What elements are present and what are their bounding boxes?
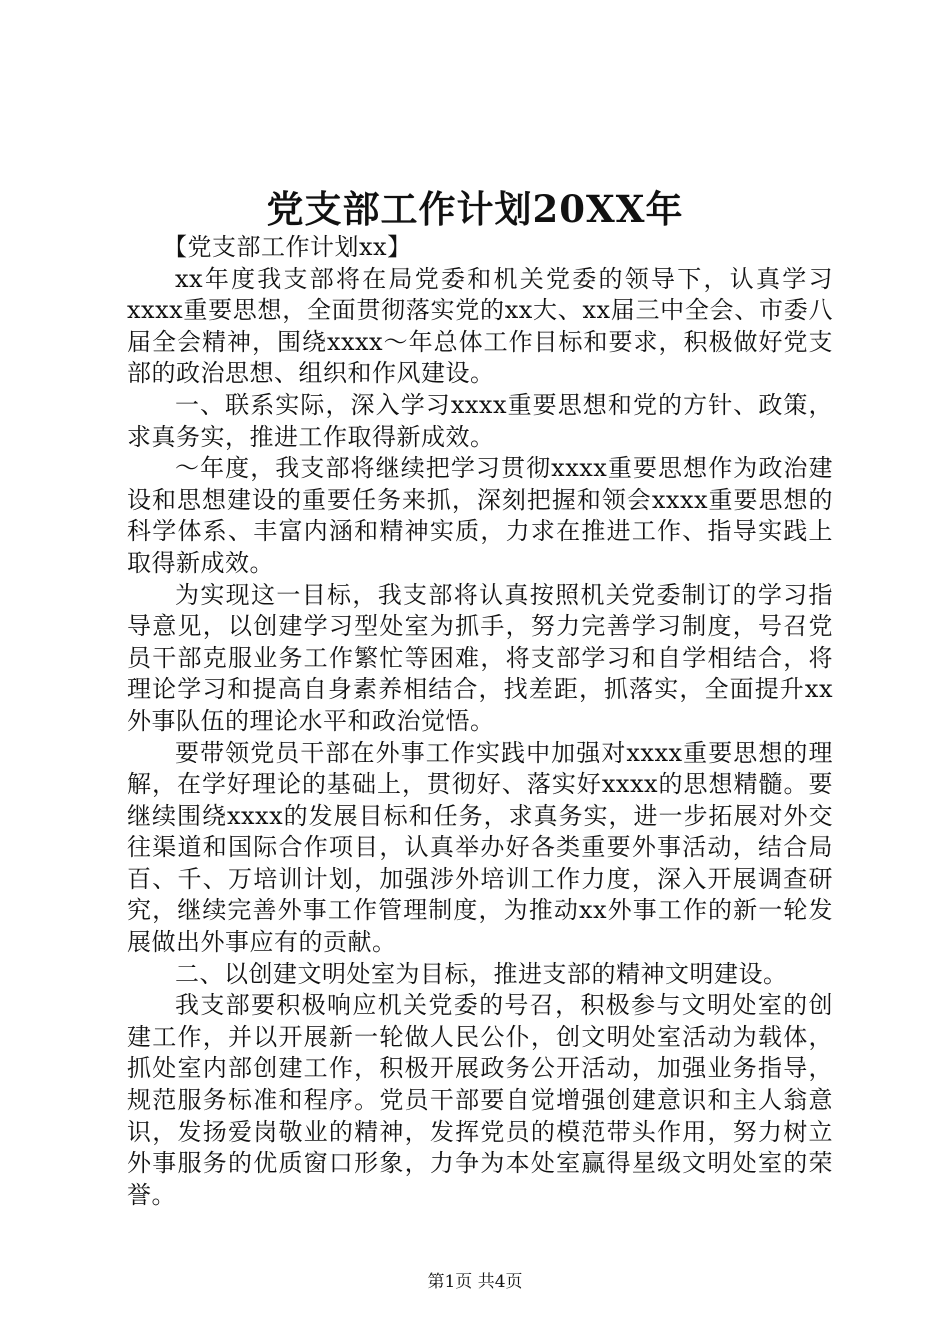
paragraph-subtitle: 【党支部工作计划xx】 <box>163 233 412 261</box>
document-title: 党支部工作计划20XX年 <box>266 187 684 231</box>
paragraph-intro: xx年度我支部将在局党委和机关党委的领导下，认真学习xxxx重要思想，全面贯彻落实党的xx大、xx届三中全会、市委八届全会精神，围绕xxxx～年总体工作目标和要求，积极做好党支部的政治思想、组织和作风建设。 <box>127 264 833 388</box>
paragraph-section-1-heading: 一、联系实际，深入学习xxxx重要思想和党的方针、政策，求真务实，推进工作取得新成效。 <box>127 390 833 451</box>
document-body <box>127 232 833 1211</box>
paragraph: 我支部要积极响应机关党委的号召，积极参与文明处室的创建工作，并以开展新一轮做人民公仆，创文明处室活动为载体，抓处室内部创建工作，积极开展政务公开活动，加强业务指导，规范服务标准和程序。党员干部要自觉增强创建意识和主人翁意识，发扬爱岗敬业的精神，发挥党员的模范带头作用，努力树立外事服务的优质窗口形象，力争为本处室赢得星级文明处室的荣誉。 <box>127 991 833 1209</box>
paragraph: 要带领党员干部在外事工作实践中加强对xxxx重要思想的理解，在学好理论的基础上，贯彻好、落实好xxxx的思想精髓。要继续围绕xxxx的发展目标和任务，求真务实，进一步拓展对外交往渠道和国际合作项目，认真举办好各类重要外事活动，结合局百、千、万培训计划，加强涉外培训工作力度，深入开展调查研究，继续完善外事工作管理制度，为推动xx外事工作的新一轮发展做出外事应有的贡献。 <box>127 738 833 957</box>
paragraph-section-2-heading: 二、以创建文明处室为目标，推进支部的精神文明建设。 <box>175 959 788 988</box>
paragraph: ～年度，我支部将继续把学习贯彻xxxx重要思想作为政治建设和思想建设的重要任务来抓，深刻把握和领会xxxx重要思想的科学体系、丰富内涵和精神实质，力求在推进工作、指导实践上取得新成效。 <box>127 454 833 577</box>
paragraph: 为实现这一目标，我支部将认真按照机关党委制订的学习指导意见，以创建学习型处室为抓手，努力完善学习制度，号召党员干部克服业务工作繁忙等困难，将支部学习和自学相结合，将理论学习和提高自身素养相结合，找差距，抓落实，全面提升xx外事队伍的理论水平和政治觉悟。 <box>127 580 833 735</box>
page-footer: 第1页 共4页 <box>427 1272 523 1292</box>
